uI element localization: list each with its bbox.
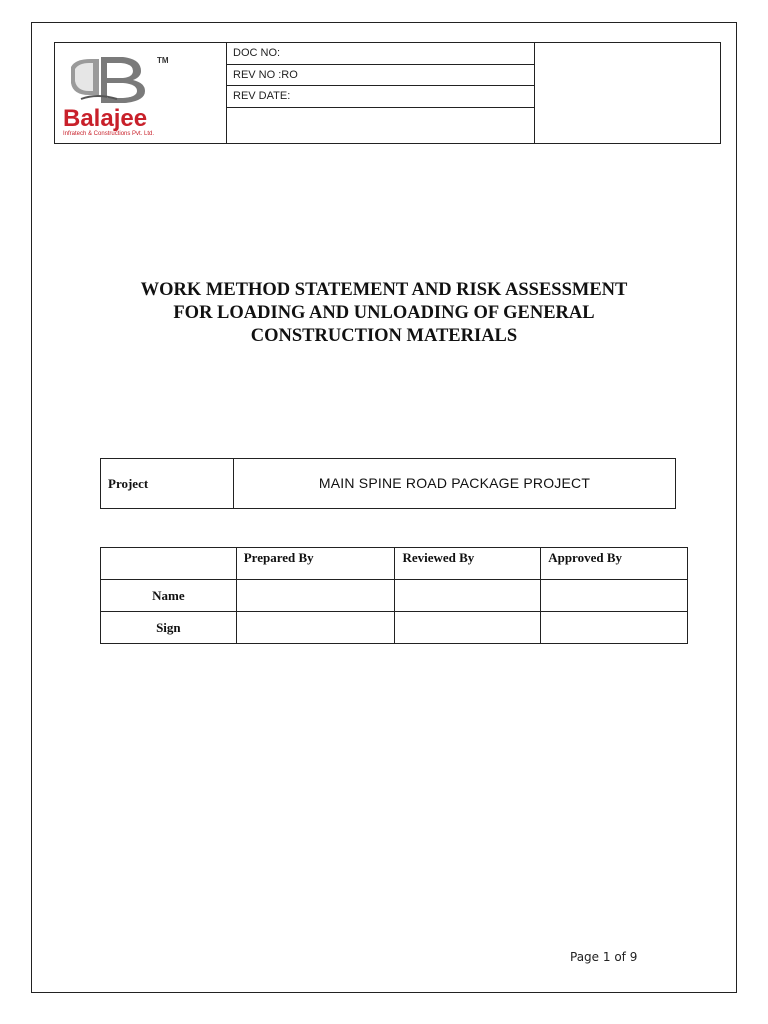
header-cell-reviewed: Reviewed By [395, 548, 541, 580]
doc-meta-cell [227, 43, 535, 143]
document-title [60, 279, 708, 348]
header-cell-prepared: Prepared By [236, 548, 395, 580]
project-label: Project [101, 459, 234, 508]
project-table [100, 458, 676, 509]
title-line-2: FOR LOADING AND UNLOADING OF GENERAL [173, 303, 595, 323]
name-reviewed-cell [395, 580, 541, 612]
header-cell-empty [101, 548, 237, 580]
rev-no-field: REV NO :RO [227, 65, 534, 87]
title-line-1: WORK METHOD STATEMENT AND RISK ASSESSMENT [140, 280, 628, 300]
header-cell-approved: Approved By [541, 548, 688, 580]
name-prepared-cell [236, 580, 395, 612]
approval-header-row [101, 548, 688, 580]
balajee-logo [61, 49, 221, 139]
project-name: MAIN SPINE ROAD PACKAGE PROJECT [318, 475, 591, 491]
sign-prepared-cell [236, 612, 395, 644]
approval-row-sign [101, 612, 688, 644]
name-approved-cell [541, 580, 688, 612]
doc-no-field: DOC NO: [227, 43, 534, 65]
sign-approved-cell [541, 612, 688, 644]
document-header [54, 42, 721, 144]
logo-brand-text: Balajee [63, 105, 148, 132]
row-label-sign: Sign [101, 612, 237, 644]
header-right-cell [535, 43, 720, 143]
title-line-3: CONSTRUCTION MATERIALS [250, 326, 518, 346]
meta-empty-row [227, 108, 534, 143]
approval-row-name [101, 580, 688, 612]
approval-table [100, 547, 688, 644]
page-number: Page 1 of 9 [570, 950, 638, 964]
rev-date-field: REV DATE: [227, 86, 534, 108]
logo-tagline-text: Infratech & Constructions Pvt. Ltd. [63, 131, 155, 137]
logo-cell [55, 43, 227, 143]
row-label-name: Name [101, 580, 237, 612]
trademark-mark: TM [157, 56, 169, 65]
sign-reviewed-cell [395, 612, 541, 644]
